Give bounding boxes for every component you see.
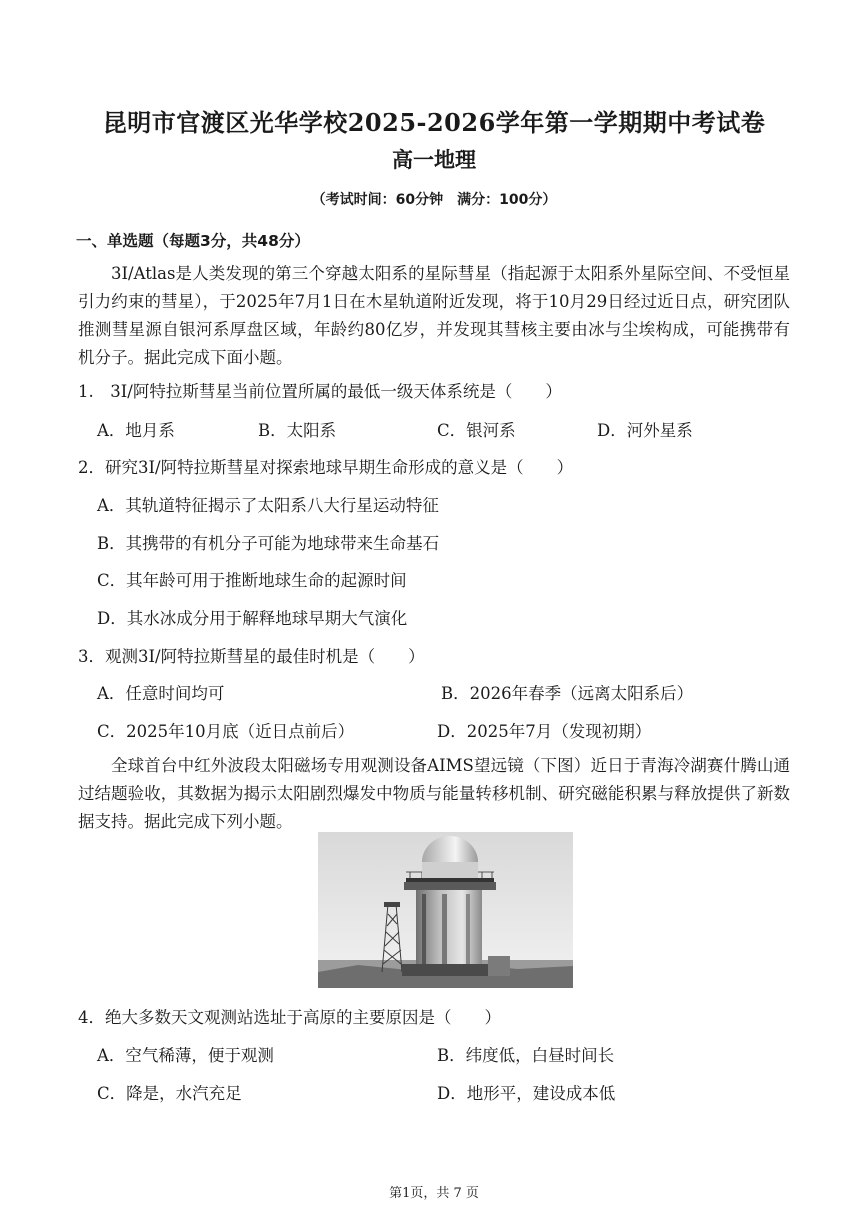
question-2-option-c[interactable]: C．其年龄可用于推断地球生命的起源时间 bbox=[97, 571, 407, 590]
question-1-option-a[interactable]: A．地月系 bbox=[97, 421, 175, 440]
question-2-option-b[interactable]: B．其携带的有机分子可能为地球带来生命基石 bbox=[97, 534, 440, 553]
question-4-option-c[interactable]: C．降是，水汽充足 bbox=[97, 1084, 242, 1103]
passage-comet-text: 3I/Atlas是人类发现的第三个穿越太阳系的星际彗星（指起源于太阳系外星际空间、不受恒星引力约束的彗星），于2025年7月1日在木星轨道附近发现，将于10月29日经过近日点，研究团队推测彗星源自银河系厚盘区域，年龄约80亿岁，并发现其彗核主要由冰与尘埃构成，可能携带有机分子。据此完成下面小题。 bbox=[78, 264, 790, 367]
question-4-stem: 4．绝大多数天文观测站选址于高原的主要原因是（ ） bbox=[78, 1008, 501, 1027]
question-3-option-a[interactable]: A．任意时间均可 bbox=[97, 684, 225, 703]
exam-subject: 高一地理 bbox=[392, 147, 476, 172]
question-1-stem: 1. 3I/阿特拉斯彗星当前位置所属的最低一级天体系统是（ ） bbox=[78, 382, 562, 401]
observatory-photo bbox=[318, 832, 573, 988]
question-2-stem: 2．研究3I/阿特拉斯彗星对探索地球早期生命形成的意义是（ ） bbox=[78, 458, 574, 477]
exam-info: （考试时间：60分钟 满分：100分） bbox=[311, 192, 557, 208]
question-1-option-b[interactable]: B．太阳系 bbox=[258, 421, 337, 440]
question-3-option-b[interactable]: B．2026年春季（远离太阳系后） bbox=[441, 684, 694, 703]
question-4-option-d[interactable]: D．地形平，建设成本低 bbox=[437, 1084, 616, 1103]
question-4-option-b[interactable]: B．纬度低，白昼时间长 bbox=[437, 1046, 615, 1065]
section-heading: 一、单选题（每题3分，共48分） bbox=[76, 232, 310, 250]
passage-aims-text: 全球首台中红外波段太阳磁场专用观测设备AIMS望远镜（下图）近日于青海冷湖赛什腾山通过结题验收，其数据为揭示太阳剧烈爆发中物质与能量转移机制、研究磁能积累与释放提供了新数据支持。据此完成下列小题。 bbox=[78, 756, 790, 831]
page-footer: 第1页，共 7 页 bbox=[389, 1186, 479, 1201]
exam-title: 昆明市官渡区光华学校2025-2026学年第一学期期中考试卷 bbox=[102, 108, 766, 137]
question-2-option-d[interactable]: D．其水冰成分用于解释地球早期大气演化 bbox=[97, 609, 408, 628]
question-1-option-c[interactable]: C．银河系 bbox=[437, 421, 516, 440]
question-3-option-c[interactable]: C．2025年10月底（近日点前后） bbox=[97, 722, 355, 741]
question-3-option-d[interactable]: D．2025年7月（发现初期） bbox=[437, 722, 652, 741]
passage-comet bbox=[78, 260, 790, 372]
passage-aims bbox=[78, 752, 790, 836]
question-1-option-d[interactable]: D．河外星系 bbox=[597, 421, 693, 440]
question-2-option-a[interactable]: A．其轨道特征揭示了太阳系八大行星运动特征 bbox=[97, 496, 439, 515]
question-3-stem: 3．观测3I/阿特拉斯彗星的最佳时机是（ ） bbox=[78, 647, 425, 666]
question-4-option-a[interactable]: A．空气稀薄，便于观测 bbox=[97, 1046, 274, 1065]
